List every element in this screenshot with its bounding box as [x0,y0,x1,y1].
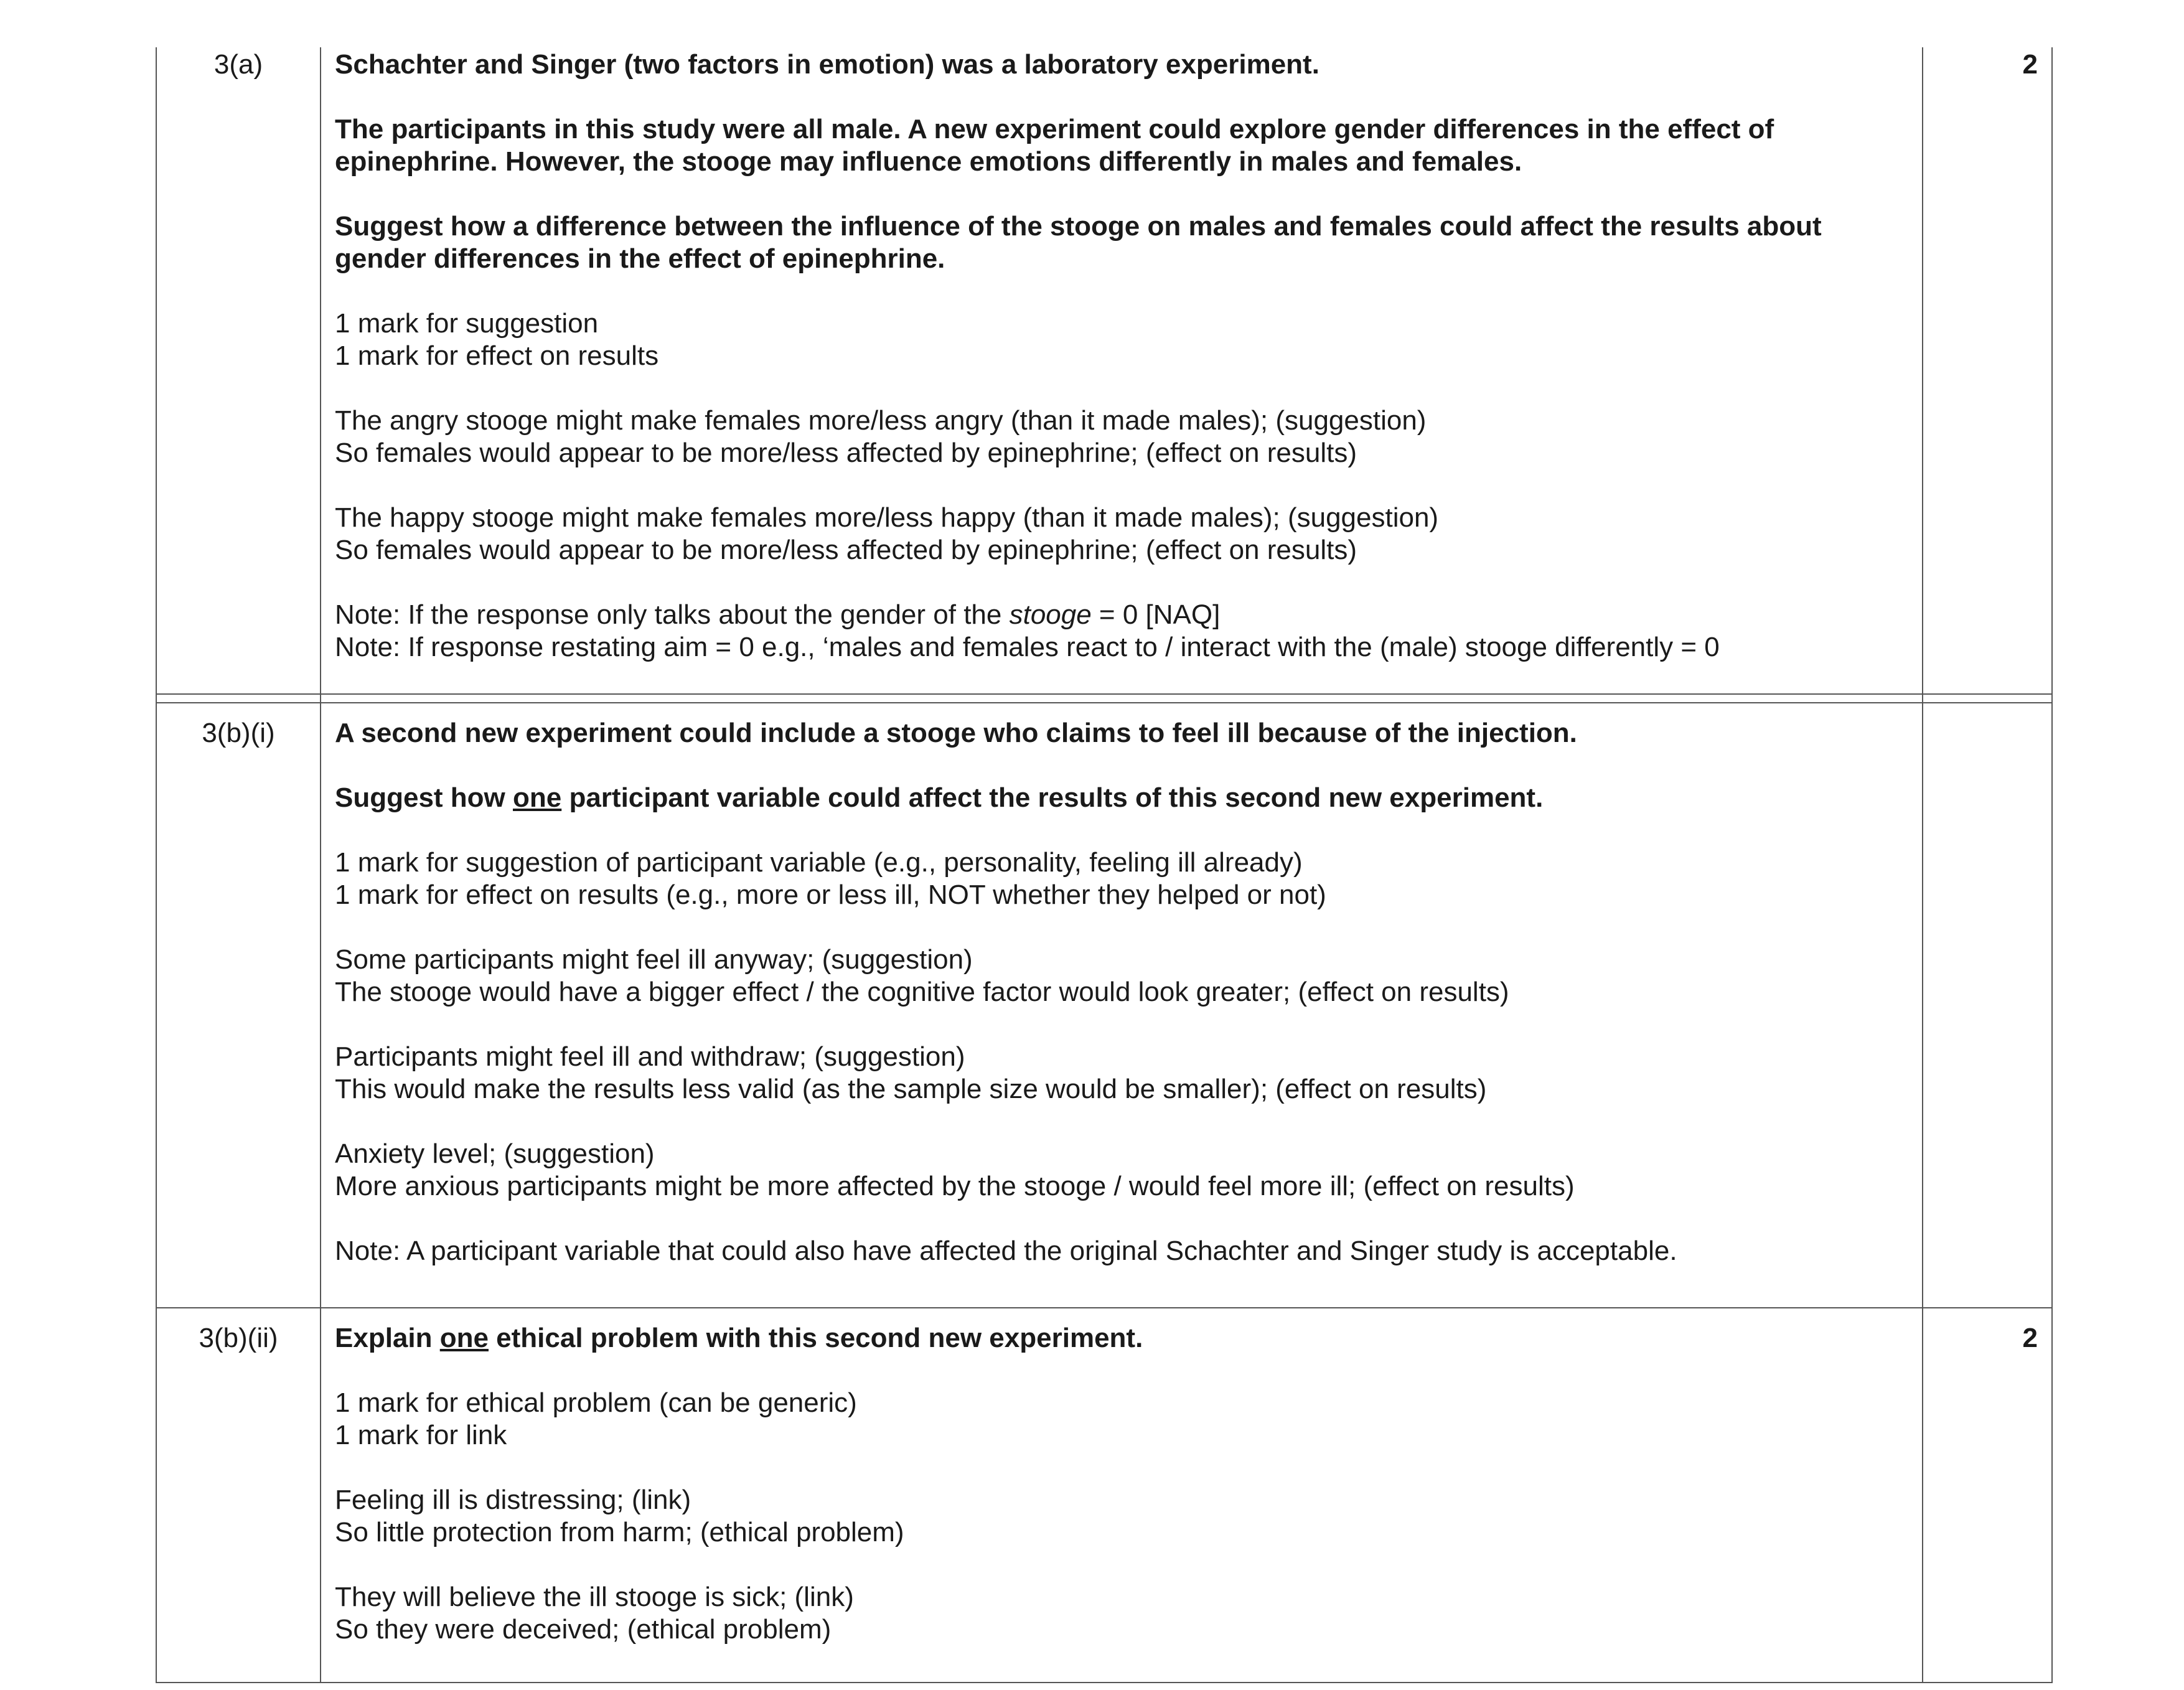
model-answer: They will believe the ill stooge is sick; (link) So they were deceived; (ethical problem) [335,1582,854,1645]
model-answer: Anxiety level; (suggestion) More anxious participants might be more affected by the stooge / would feel more ill; (effect on results) [335,1138,1575,1201]
model-answer: Some participants might feel ill anyway; (suggestion) The stooge would have a bigger effect / the cognitive factor would look greater; (effect on results) [335,944,1509,1007]
mark-scheme-table [156,47,2053,1683]
mark-criteria: 1 mark for ethical problem (can be generic) 1 mark for link [335,1387,857,1450]
model-answer: The angry stooge might make females more/less angry (than it made males); (suggestion) So females would appear to be more/less affected by epinephrine; (effect on results) [335,405,1427,468]
question-prompt: Suggest how one participant variable could affect the results of this second new experiment. [335,782,1544,813]
mark-criteria: 1 mark for suggestion 1 mark for effect on results [335,308,659,371]
mark-criteria: 1 mark for suggestion of participant variable (e.g., personality, feeling ill already) 1 mark for effect on results (e.g., more or less ill, NOT whether they helped or not) [335,847,1326,910]
model-answer: The happy stooge might make females more/less happy (than it made males); (suggestion) So females would appear to be more/less affected by epinephrine; (effect on results) [335,502,1439,565]
model-answer: Participants might feel ill and withdraw; (suggestion) This would make the results less valid (as the sample size would be smaller); (effect on results) [335,1041,1487,1104]
question-number: 3(b)(i) [156,703,321,1308]
question-number: 3(a) [156,47,321,694]
question-number: 3(b)(ii) [156,1308,321,1683]
question-text: A second new experiment could include a stooge who claims to feel ill because of the injection. [335,718,1577,748]
question-text: Schachter and Singer (two factors in emotion) was a laboratory experiment. [335,49,1319,80]
answer-cell [321,47,1923,694]
question-row-3a [156,47,2052,694]
question-row-3bii [156,1308,2052,1683]
answer-cell [321,703,1923,1308]
answer-cell [321,1308,1923,1683]
marking-note: Note: If the response only talks about the gender of the stooge = 0 [NAQ] Note: If response restating aim = 0 e.g., ‘males and females react to / interact with the (male) stooge differently = 0 [335,599,1720,662]
marks-value [1923,703,2052,1308]
marks-value: 2 [1923,47,2052,694]
row-divider [156,694,2052,703]
question-prompt: Explain one ethical problem with this second new experiment. [335,1323,1143,1353]
question-text: The participants in this study were all male. A new experiment could explore gender differences in the effect of epinephrine. However, the stooge may influence emotions differently in males and females. [335,114,1774,177]
question-prompt: Suggest how a difference between the influence of the stooge on males and females could affect the results about gender differences in the effect of epinephrine. [335,211,1822,274]
question-row-3bi [156,703,2052,1308]
marking-note: Note: A participant variable that could also have affected the original Schachter and Singer study is acceptable. [335,1236,1677,1266]
marks-value: 2 [1923,1308,2052,1683]
model-answer: Feeling ill is distressing; (link) So little protection from harm; (ethical problem) [335,1485,904,1547]
